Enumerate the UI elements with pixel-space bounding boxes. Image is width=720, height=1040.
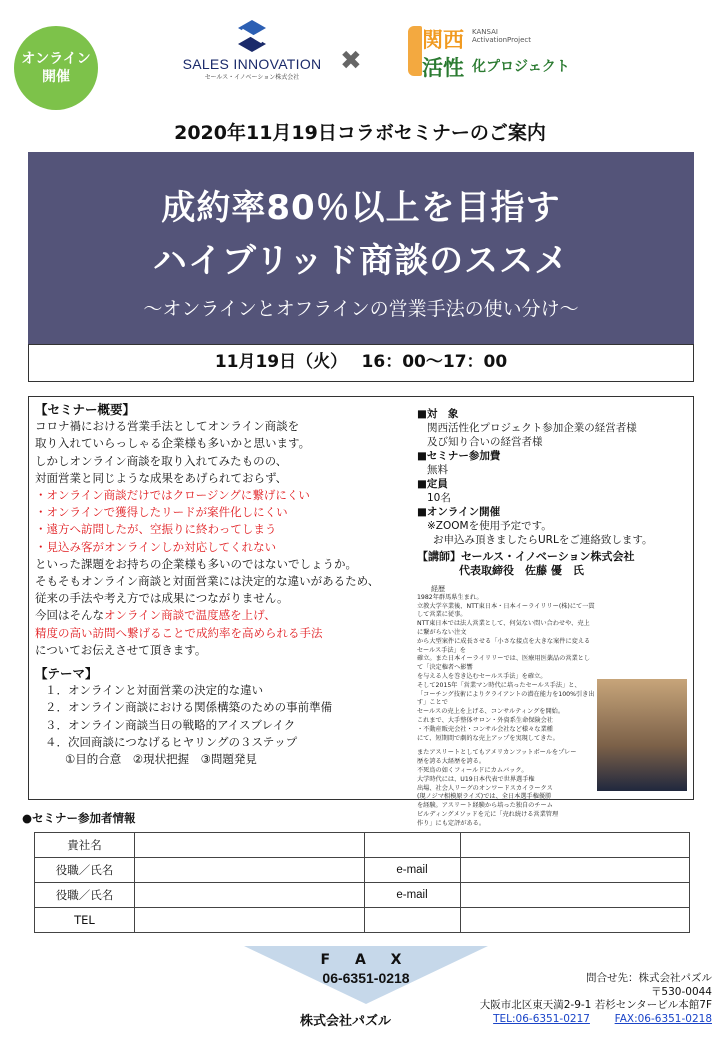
fee-heading: ■セミナー参加費	[417, 450, 501, 462]
bio-line: 確立。また日本イーライリリーでは、医療用医薬品の営業として「決定権者へ影響	[417, 655, 591, 672]
lecturer-name: 代表取締役 佐藤 優 氏	[459, 564, 584, 577]
form-heading: ●セミナー参加者情報	[22, 811, 136, 825]
sales-innovation-mark-icon	[232, 18, 272, 54]
overview-today	[35, 607, 417, 624]
online-note-2: お申込み頂きましたらURLをご連絡致します。	[433, 534, 653, 546]
bio-line: 歴を誇る大経歴を誇る。	[417, 758, 486, 766]
form-input[interactable]	[460, 908, 690, 933]
bio-line: 「コーチング技術によりクライアントの潜在能力を100%引き出す」ことで	[417, 690, 595, 707]
bio-line: そして2015年「営業マン時代に培ったセールス手法」と、	[417, 681, 581, 689]
fax-label: F A X	[320, 952, 412, 968]
overview-line: コロナ禍における営業手法としてオンライン商談を	[35, 419, 300, 434]
kansai-logo-jp1: 関西	[422, 28, 464, 52]
theme-heading: 【テーマ】	[35, 666, 98, 682]
overview-line: そもそもオンライン商談と対面営業には決定的な違いがあるため、	[35, 574, 380, 589]
bio-line: 1982年群馬県生まれ。	[417, 593, 483, 601]
kansai-logo-mark-icon	[408, 26, 422, 76]
form-input[interactable]	[135, 883, 365, 908]
theme-item: ４．次回商談につなげるヒヤリングの３ステップ	[45, 734, 298, 749]
overview-line: といった課題をお持ちの企業様も多いのではないでしょうか。	[35, 556, 357, 571]
kansai-logo-jp2: 活性	[422, 56, 464, 80]
bio-line: から大型案件に成長させる「小さな接点を大きな案件に変えるセールス手法」を	[417, 637, 591, 654]
issue-item: ・オンラインで獲得したリードが案件化しにくい	[35, 505, 288, 520]
form-input[interactable]	[135, 908, 365, 933]
kansai-logo-en: KANSAI ActivationProject	[472, 28, 531, 44]
lecturer-photo	[597, 679, 687, 791]
form-email-label: e-mail	[364, 858, 460, 883]
form-input[interactable]	[460, 833, 690, 858]
online-badge	[14, 26, 98, 110]
form-input[interactable]	[135, 833, 365, 858]
overview-line: 従来の手法や考え方では成果につながりません。	[35, 591, 289, 606]
online-note-1: ※ZOOMを使用予定です。	[427, 520, 552, 532]
target-line: 及び知り合いの経営者様	[427, 436, 543, 448]
theme-item: １．オンラインと対面営業の決定的な違い	[45, 683, 264, 698]
cross-icon: ✖	[340, 46, 362, 76]
bio-line: 出場、社会人リーグのオンワードスカイラークス	[417, 784, 553, 792]
form-row	[35, 833, 690, 858]
info-section	[417, 407, 689, 827]
form-input[interactable]	[460, 858, 690, 883]
contact-address: 大阪市北区東天満2-9-1 若杉センタービル本館7F	[479, 999, 712, 1011]
issue-item: ・オンライン商談だけではクロージングに繋げにくい	[35, 488, 310, 503]
bio-line: NTT東日本では法人営業として、何気ない問い合わせや、売上に繋がらない注文	[417, 620, 590, 636]
form-row	[35, 858, 690, 883]
theme-item: ３．オンライン商談当日の戦略的アイスブレイク	[45, 717, 296, 732]
today-text: 今回はそんな	[35, 608, 104, 623]
lecturer-company: 【講師】セールス・イノベーション株式会社	[417, 550, 635, 563]
bio-line: これまで、大手整体サロン・外資系生命保険会社	[417, 716, 553, 724]
fax-number: 06-6351-0218	[322, 970, 410, 986]
contact-phone-line	[420, 1013, 712, 1027]
issue-item: ・遠方へ訪問したが、空振りに終わってしまう	[35, 522, 277, 537]
online-heading: ■オンライン開催	[417, 506, 501, 518]
contact-postal: 〒530-0044	[650, 985, 712, 998]
seminar-datetime: 11月19日（火） 16：00～17：00	[28, 344, 694, 382]
form-label: 役職／氏名	[35, 858, 135, 883]
bio-line: にて、短期間で劇的な売上アップを実現してきた。	[417, 734, 559, 742]
form-row	[35, 908, 690, 933]
overview-line: 取り入れていらっしゃる企業様も多いかと思います。	[35, 436, 311, 451]
contact-fax-link[interactable]: FAX:06-6351-0218	[614, 1012, 712, 1025]
today-highlight-2: 精度の高い訪問へ繋げることで成約率を高められる手法	[35, 625, 323, 640]
overview-heading: 【セミナー概要】	[35, 402, 136, 417]
kansai-project-logo	[408, 22, 578, 82]
badge-line1: オンライン	[21, 51, 91, 67]
bio-line: 作り」にも定評がある。	[417, 819, 486, 827]
today-highlight-1: オンライン商談で温度感を上げ、	[104, 608, 276, 623]
form-label: 役職／氏名	[35, 883, 135, 908]
form-input[interactable]	[460, 883, 690, 908]
contact-line: 問合せ先：株式会社パズル	[586, 972, 712, 984]
form-email-label	[364, 908, 460, 933]
form-input[interactable]	[135, 858, 365, 883]
contact-info	[420, 972, 712, 1026]
target-heading: ■対 象	[417, 408, 459, 420]
bio-line: を与える人を巻き込むセールス手法」を確立。	[417, 672, 547, 680]
theme-steps: ①目的合意 ②現状把握 ③問題発見	[65, 752, 257, 767]
badge-line2: 開催	[42, 69, 70, 85]
contact-tel-link[interactable]: TEL:06-6351-0217	[493, 1012, 590, 1025]
bio-line: ・不動産販売会社・コンサル会社など様々な業種	[417, 725, 553, 733]
form-email-label: e-mail	[364, 883, 460, 908]
bio-line: を経験。アスリート経験から培った独自のチーム	[417, 802, 553, 810]
lecturer-bio	[417, 585, 595, 829]
bio-line: 不死鳥の如くフィールドにカムバック。	[417, 766, 528, 774]
bio-line: (現ノジマ相模原ライズ)では、全日本選手権優勝	[417, 793, 552, 801]
sales-innovation-sub: セールス・イノベーション株式会社	[204, 74, 300, 81]
sales-innovation-name: SALES INNOVATION	[182, 56, 322, 72]
capacity-heading: ■定員	[417, 478, 448, 490]
theme-item: ２．オンライン商談における関係構築のための事前準備	[45, 700, 333, 715]
fee-value: 無料	[427, 464, 448, 476]
bio-line: セールスの売上を上げる、コンサルティングを開始。	[417, 708, 565, 716]
bio-line: 大学時代には、U19日本代表で世界選手権	[417, 775, 535, 783]
page-title: 2020年11月19日コラボセミナーのご案内	[174, 122, 546, 144]
form-email-label	[364, 833, 460, 858]
hero-title-1: 成約率80％以上を目指す	[161, 188, 561, 228]
issue-item: ・見込み客がオンラインしか対応してくれない	[35, 539, 277, 554]
bio-heading: 経歴	[431, 585, 445, 593]
hero-subtitle: ～オンラインとオフラインの営業手法の使い分け～	[143, 298, 579, 320]
bio-line: またアスリートとしてもアメリカンフットボールをプレー	[417, 749, 577, 757]
overview-line: 対面営業と同じような成果をあげられておらず、	[35, 470, 288, 485]
bio-line: ビルディングメソッドを元に「売れ続ける営業管理	[417, 810, 559, 818]
bio-line: 立教大学卒業後、NTT東日本・日本イーライリリー(株)にて一貫して営業に従事。	[417, 602, 595, 619]
kansai-logo-jp3: 化プロジェクト	[472, 59, 570, 75]
form-row	[35, 883, 690, 908]
today-end: についてお伝えさせて頂きます。	[35, 642, 207, 657]
hero-banner	[28, 152, 694, 344]
target-line: 関西活性化プロジェクト参加企業の経営者様	[427, 422, 637, 434]
fax-company: 株式会社パズル	[300, 1014, 392, 1029]
form-label: TEL	[35, 908, 135, 933]
overview-section	[35, 401, 417, 768]
sales-innovation-logo	[182, 18, 322, 90]
capacity-value: 10名	[427, 492, 451, 504]
overview-line: しかしオンライン商談を取り入れてみたものの、	[35, 453, 288, 468]
hero-title-2: ハイブリッド商談のススメ	[152, 241, 570, 281]
form-label: 貴社名	[35, 833, 135, 858]
participant-form	[34, 832, 690, 933]
